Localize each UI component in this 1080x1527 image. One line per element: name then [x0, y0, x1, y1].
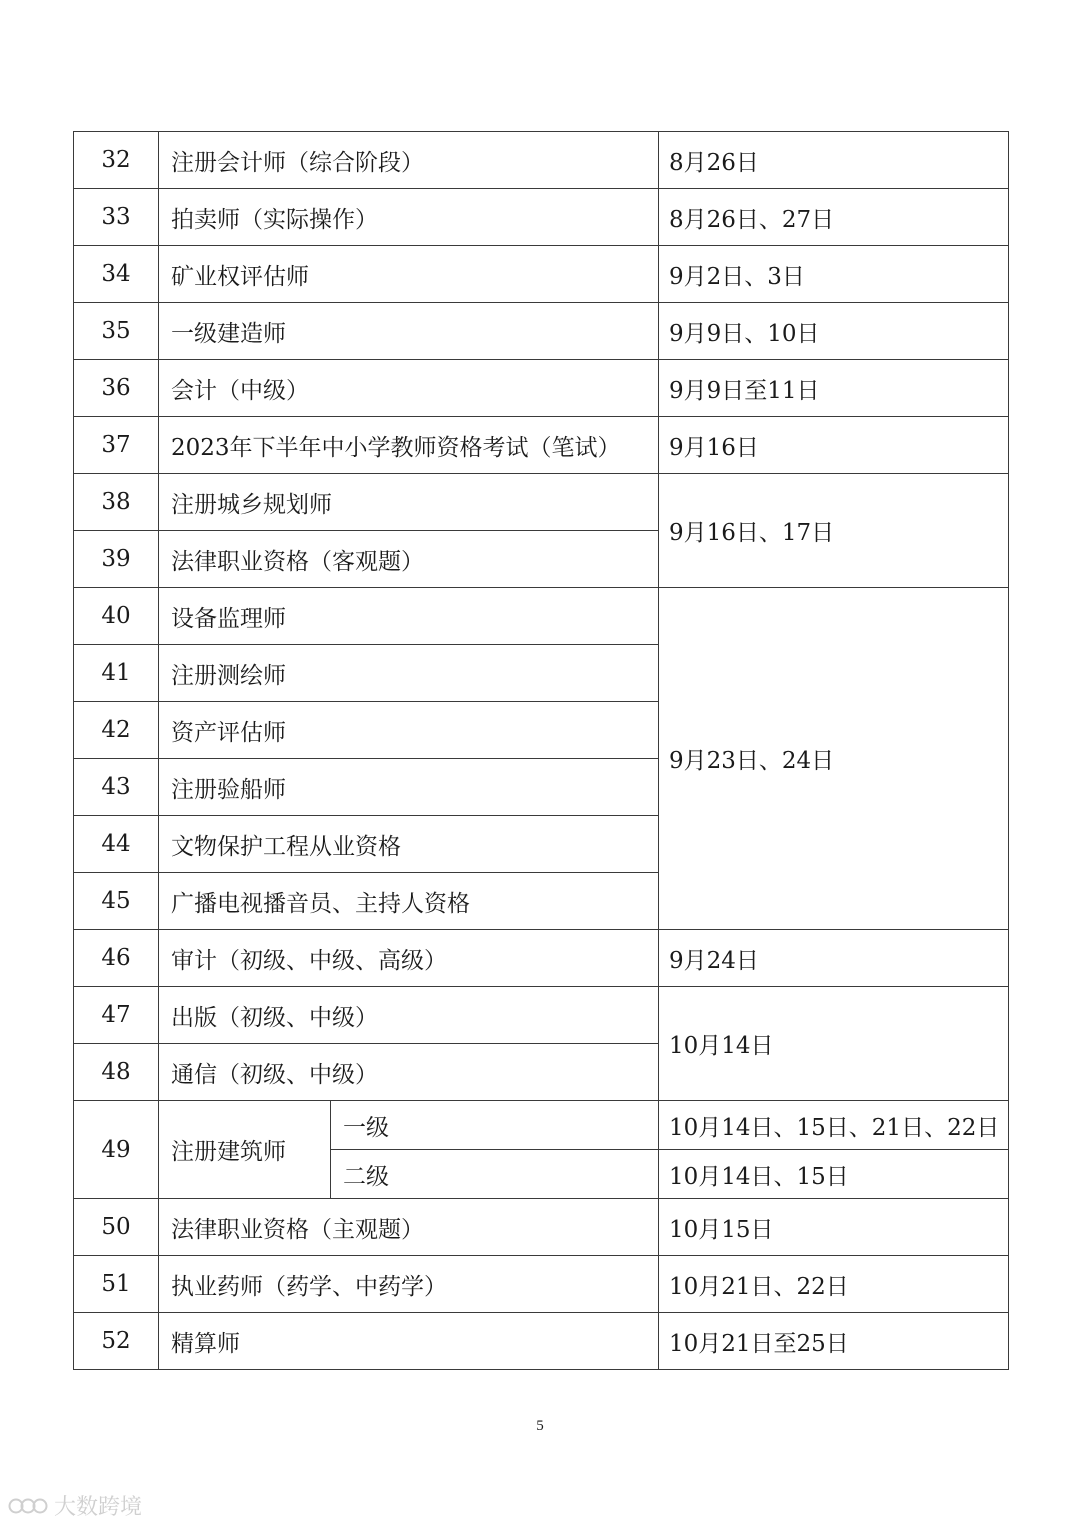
table-row — [74, 246, 1009, 303]
row-number: 50 — [74, 1199, 159, 1256]
table-row — [74, 474, 1009, 531]
row-number: 32 — [74, 132, 159, 189]
row-number: 48 — [74, 1044, 159, 1101]
exam-date: 10月14日、15日、21日、22日 — [659, 1101, 1009, 1150]
table-row — [74, 987, 1009, 1044]
exam-name: 出版（初级、中级） — [159, 987, 659, 1044]
exam-date: 10月21日至25日 — [659, 1313, 1009, 1370]
row-number: 49 — [74, 1101, 159, 1199]
exam-name: 审计（初级、中级、高级） — [159, 930, 659, 987]
table-row — [74, 303, 1009, 360]
exam-date: 9月23日、24日 — [659, 588, 1009, 930]
row-number: 52 — [74, 1313, 159, 1370]
table-row — [74, 417, 1009, 474]
exam-name: 广播电视播音员、主持人资格 — [159, 873, 659, 930]
exam-name: 文物保护工程从业资格 — [159, 816, 659, 873]
exam-schedule-table — [73, 131, 1009, 1370]
exam-date: 9月9日、10日 — [659, 303, 1009, 360]
row-number: 37 — [74, 417, 159, 474]
table-row — [74, 132, 1009, 189]
exam-level: 二级 — [331, 1150, 659, 1199]
row-number: 44 — [74, 816, 159, 873]
row-number: 40 — [74, 588, 159, 645]
exam-date: 8月26日 — [659, 132, 1009, 189]
exam-name: 执业药师（药学、中药学） — [159, 1256, 659, 1313]
row-number: 47 — [74, 987, 159, 1044]
table-row — [74, 1256, 1009, 1313]
row-number: 43 — [74, 759, 159, 816]
exam-name: 通信（初级、中级） — [159, 1044, 659, 1101]
exam-name: 资产评估师 — [159, 702, 659, 759]
row-number: 46 — [74, 930, 159, 987]
exam-level: 一级 — [331, 1101, 659, 1150]
exam-date: 10月14日、15日 — [659, 1150, 1009, 1199]
exam-name: 一级建造师 — [159, 303, 659, 360]
exam-name: 注册测绘师 — [159, 645, 659, 702]
row-number: 41 — [74, 645, 159, 702]
exam-date: 9月16日、17日 — [659, 474, 1009, 588]
page-number: 5 — [536, 1418, 544, 1434]
exam-date: 9月24日 — [659, 930, 1009, 987]
table-row — [74, 360, 1009, 417]
exam-name: 设备监理师 — [159, 588, 659, 645]
exam-name: 会计（中级） — [159, 360, 659, 417]
exam-date: 10月21日、22日 — [659, 1256, 1009, 1313]
exam-name: 矿业权评估师 — [159, 246, 659, 303]
exam-date: 9月9日至11日 — [659, 360, 1009, 417]
watermark-logo-icon — [8, 1494, 48, 1518]
table-row — [74, 1313, 1009, 1370]
exam-date: 10月15日 — [659, 1199, 1009, 1256]
table-row — [74, 1199, 1009, 1256]
table-row — [74, 930, 1009, 987]
watermark-text: 大数跨境 — [54, 1495, 143, 1520]
exam-date: 8月26日、27日 — [659, 189, 1009, 246]
row-number: 51 — [74, 1256, 159, 1313]
row-number: 42 — [74, 702, 159, 759]
row-number: 34 — [74, 246, 159, 303]
exam-name: 2023年下半年中小学教师资格考试（笔试） — [159, 417, 659, 474]
exam-name: 注册会计师（综合阶段） — [159, 132, 659, 189]
row-number: 33 — [74, 189, 159, 246]
exam-date: 9月16日 — [659, 417, 1009, 474]
exam-name: 注册验船师 — [159, 759, 659, 816]
exam-name: 注册建筑师 — [159, 1101, 331, 1199]
exam-date: 9月2日、3日 — [659, 246, 1009, 303]
table-row — [74, 189, 1009, 246]
exam-date: 10月14日 — [659, 987, 1009, 1101]
exam-name: 拍卖师（实际操作） — [159, 189, 659, 246]
table-row — [74, 1101, 1009, 1150]
exam-name: 精算师 — [159, 1313, 659, 1370]
table-row — [74, 588, 1009, 645]
row-number: 35 — [74, 303, 159, 360]
row-number: 39 — [74, 531, 159, 588]
exam-name: 法律职业资格（客观题） — [159, 531, 659, 588]
row-number: 45 — [74, 873, 159, 930]
row-number: 36 — [74, 360, 159, 417]
exam-name: 法律职业资格（主观题） — [159, 1199, 659, 1256]
row-number: 38 — [74, 474, 159, 531]
exam-name: 注册城乡规划师 — [159, 474, 659, 531]
watermark — [8, 1490, 142, 1521]
